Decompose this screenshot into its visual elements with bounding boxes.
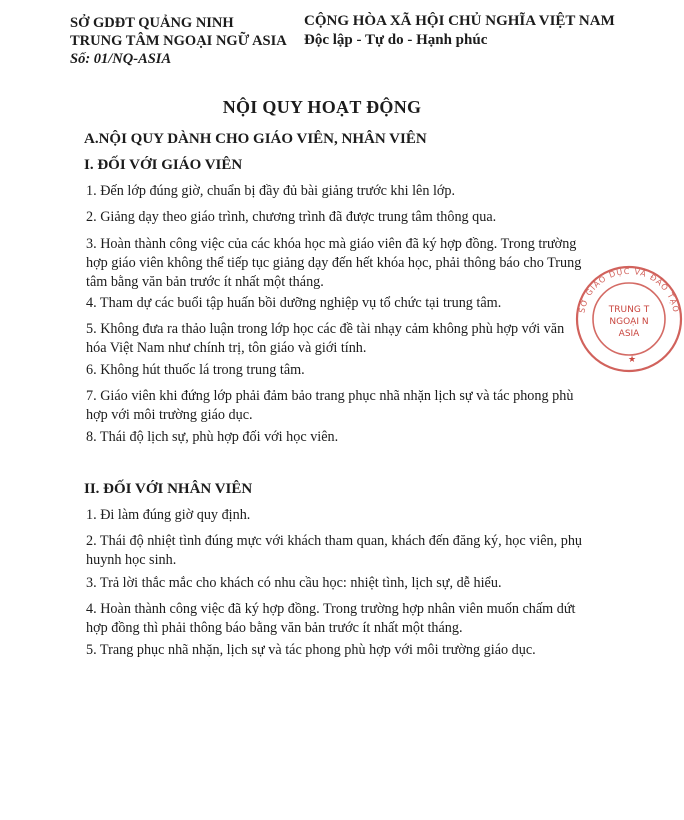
teachers-heading: I. ĐỐI VỚI GIÁO VIÊN <box>84 157 243 173</box>
issuer-center: TRUNG TÂM NGOẠI NGỮ ASIA <box>70 33 287 49</box>
national-motto: Độc lập - Tự do - Hạnh phúc <box>304 32 488 48</box>
teacher-rule-2: 2. Giảng dạy theo giáo trình, chương trình đã được trung tâm thông qua. <box>86 209 497 225</box>
country-name: CỘNG HÒA XÃ HỘI CHỦ NGHĨA VIỆT NAM <box>304 13 615 29</box>
issuer-block <box>70 14 287 68</box>
seal-ring-text: SỞ GIÁO DỤC VÀ ĐÀO TẠO <box>577 266 681 314</box>
staff-rule-5: 5. Trang phục nhã nhặn, lịch sự và tác phong phù hợp với môi trường giáo dục. <box>86 642 536 658</box>
seal-line-2: NGOẠI N <box>609 317 649 327</box>
seal-star-icon: ★ <box>627 355 637 365</box>
seal-line-3: ASIA <box>618 329 640 339</box>
teacher-rule-3: 3. Hoàn thành công việc của các khóa học mà giáo viên đã ký hợp đồng. Trong trường hợp giáo viên không thể tiếp tục giảng dạy đến hết khóa học, phải thông báo cho Trung tâm bằng văn bản trước ít nhất một tháng. <box>86 236 582 290</box>
document-title: NỘI QUY HOẠT ĐỘNG <box>222 97 422 117</box>
seal-line-1: TRUNG T <box>608 305 650 315</box>
teacher-rule-5: 5. Không đưa ra thảo luận trong lớp học các đề tài nhạy cảm không phù hợp với văn hóa Việt Nam như chính trị, tôn giáo và giới tính. <box>86 321 565 356</box>
center-seal-stamp <box>574 264 684 374</box>
teacher-rule-6: 6. Không hút thuốc lá trong trung tâm. <box>86 362 305 378</box>
section-a-heading: A.NỘI QUY DÀNH CHO GIÁO VIÊN, NHÂN VIÊN <box>84 131 427 147</box>
document-number: Số: 01/NQ-ASIA <box>70 51 172 67</box>
issuer-department: SỞ GDĐT QUẢNG NINH <box>70 15 234 31</box>
staff-heading: II. ĐỐI VỚI NHÂN VIÊN <box>84 481 253 497</box>
teacher-rule-1: 1. Đến lớp đúng giờ, chuẩn bị đầy đủ bài giảng trước khi lên lớp. <box>86 183 456 199</box>
teacher-rule-4: 4. Tham dự các buổi tập huấn bồi dưỡng nghiệp vụ tổ chức tại trung tâm. <box>86 295 502 311</box>
national-heading <box>304 12 615 50</box>
teacher-rule-8: 8. Thái độ lịch sự, phù hợp đối với học viên. <box>86 429 339 445</box>
teacher-rule-7: 7. Giáo viên khi đứng lớp phải đảm bảo trang phục nhã nhặn lịch sự và tác phong phù hợp với môi trường giáo dục. <box>86 388 574 423</box>
seal-stamp-graphic <box>577 267 681 371</box>
staff-rule-3: 3. Trả lời thắc mắc cho khách có nhu cầu học: nhiệt tình, lịch sự, dễ hiểu. <box>86 575 502 591</box>
staff-rule-2: 2. Thái độ nhiệt tình đúng mực với khách tham quan, khách đến đăng ký, học viên, phụ huynh học sinh. <box>86 533 583 568</box>
staff-rule-4: 4. Hoàn thành công việc đã ký hợp đồng. Trong trường hợp nhân viên muốn chấm dứt hợp đồng thì phải thông báo bằng văn bản trước ít nhất một tháng. <box>86 601 576 636</box>
staff-rule-1: 1. Đi làm đúng giờ quy định. <box>86 507 251 523</box>
